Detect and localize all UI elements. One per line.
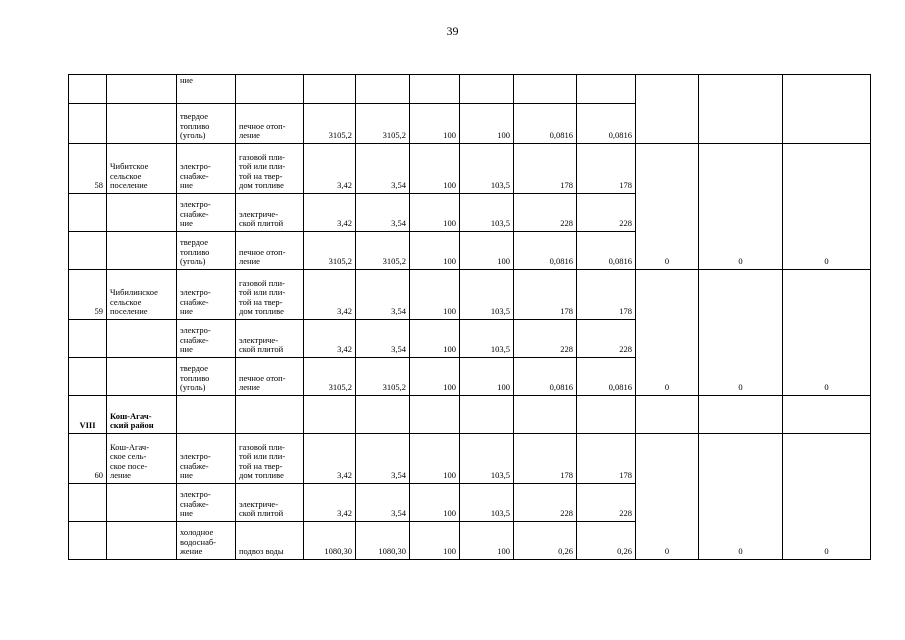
row-number: [69, 104, 107, 144]
resource-cell: электро- снабже- ние: [177, 320, 236, 358]
volume-cell-2: 3,54: [356, 270, 410, 320]
tariff-cell-1: 0,26: [514, 522, 577, 560]
settlement-cell: Чибилинское сельское поселение: [107, 270, 177, 320]
district-name: Кош-Агач- ский район: [107, 396, 177, 434]
tariff-cell-2: 228: [577, 320, 636, 358]
tariff-cell-1: 0,0816: [514, 358, 577, 396]
method-cell: подвоз воды: [236, 522, 304, 560]
volume-cell-2: [356, 396, 410, 434]
percent-cell-2: 103,5: [460, 144, 514, 194]
volume-cell-2: 3,54: [356, 320, 410, 358]
volume-cell-1: 3,42: [304, 484, 356, 522]
group-cell-3: [783, 396, 871, 434]
percent-cell-2: [460, 75, 514, 104]
volume-cell-2: 1080,30: [356, 522, 410, 560]
volume-cell-2: 3105,2: [356, 358, 410, 396]
tariff-cell-1: 178: [514, 434, 577, 484]
percent-cell-1: 100: [410, 358, 460, 396]
volume-cell-1: 3,42: [304, 320, 356, 358]
row-number: [69, 358, 107, 396]
row-number: [69, 194, 107, 232]
tariff-cell-1: 228: [514, 194, 577, 232]
resource-cell: ние: [177, 75, 236, 104]
percent-cell-2: 100: [460, 358, 514, 396]
percent-cell-2: 103,5: [460, 320, 514, 358]
percent-cell-1: [410, 75, 460, 104]
tariff-cell-1: [514, 75, 577, 104]
resource-cell: электро- снабже- ние: [177, 144, 236, 194]
tariff-cell-2: 228: [577, 194, 636, 232]
tariff-cell-1: 178: [514, 144, 577, 194]
method-cell: электриче- ской плитой: [236, 484, 304, 522]
tariff-cell-2: [577, 396, 636, 434]
row-number: [69, 522, 107, 560]
volume-cell-1: 3,42: [304, 194, 356, 232]
volume-cell-2: 3105,2: [356, 104, 410, 144]
section-number: VIII: [69, 396, 107, 434]
group-cell-3: 0: [783, 434, 871, 560]
percent-cell-1: [410, 396, 460, 434]
tariff-cell-1: 228: [514, 484, 577, 522]
tariff-cell-2: 178: [577, 270, 636, 320]
volume-cell-1: 3,42: [304, 144, 356, 194]
percent-cell-2: 103,5: [460, 434, 514, 484]
tariff-cell-1: 228: [514, 320, 577, 358]
percent-cell-1: 100: [410, 270, 460, 320]
percent-cell-1: 100: [410, 232, 460, 270]
group-cell-2: [699, 396, 783, 434]
settlement-cell: [107, 484, 177, 522]
percent-cell-1: 100: [410, 144, 460, 194]
group-cell-2: 0: [699, 434, 783, 560]
method-cell: печное отоп- ление: [236, 104, 304, 144]
volume-cell-2: 3,54: [356, 144, 410, 194]
row-number: 59: [69, 270, 107, 320]
resource-cell: холодное водоснаб- жение: [177, 522, 236, 560]
percent-cell-2: 100: [460, 104, 514, 144]
settlement-cell: [107, 232, 177, 270]
tariff-cell-2: [577, 75, 636, 104]
group-cell-1: [636, 75, 699, 144]
tariff-cell-2: 178: [577, 434, 636, 484]
settlement-cell: [107, 358, 177, 396]
volume-cell-2: [356, 75, 410, 104]
method-cell: газовой пли- той или пли- той на твер- дом топливе: [236, 144, 304, 194]
resource-cell: твердое топливо (уголь): [177, 104, 236, 144]
method-cell: печное отоп- ление: [236, 232, 304, 270]
tariff-cell-2: 0,0816: [577, 358, 636, 396]
method-cell: электриче- ской плитой: [236, 194, 304, 232]
volume-cell-2: 3105,2: [356, 232, 410, 270]
group-cell-2: [699, 75, 783, 144]
settlement-cell: [107, 75, 177, 104]
resource-cell: [177, 396, 236, 434]
settlement-cell: [107, 104, 177, 144]
resource-cell: твердое топливо (уголь): [177, 358, 236, 396]
group-cell-1: 0: [636, 270, 699, 396]
percent-cell-2: [460, 396, 514, 434]
volume-cell-1: [304, 75, 356, 104]
group-cell-3: 0: [783, 144, 871, 270]
settlement-cell: [107, 320, 177, 358]
percent-cell-1: 100: [410, 104, 460, 144]
row-number: [69, 232, 107, 270]
group-cell-3: 0: [783, 270, 871, 396]
row-number: [69, 75, 107, 104]
percent-cell-1: 100: [410, 320, 460, 358]
volume-cell-2: 3,54: [356, 434, 410, 484]
percent-cell-2: 103,5: [460, 194, 514, 232]
table-row: [69, 396, 871, 434]
table-row: [69, 144, 871, 194]
resource-cell: электро- снабже- ние: [177, 434, 236, 484]
settlement-cell: Чибитское сельское поселение: [107, 144, 177, 194]
tariff-cell-1: 178: [514, 270, 577, 320]
settlement-cell: [107, 194, 177, 232]
volume-cell-2: 3,54: [356, 484, 410, 522]
tariff-cell-1: 0,0816: [514, 104, 577, 144]
tariff-cell-2: 0,0816: [577, 232, 636, 270]
group-cell-2: 0: [699, 144, 783, 270]
method-cell: печное отоп- ление: [236, 358, 304, 396]
group-cell-1: 0: [636, 434, 699, 560]
percent-cell-1: 100: [410, 194, 460, 232]
volume-cell-1: [304, 396, 356, 434]
settlement-cell: [107, 522, 177, 560]
tariff-cell-1: [514, 396, 577, 434]
percent-cell-1: 100: [410, 434, 460, 484]
percent-cell-1: 100: [410, 522, 460, 560]
resource-cell: электро- снабже- ние: [177, 484, 236, 522]
table-row: [69, 434, 871, 484]
tariff-cell-2: 178: [577, 144, 636, 194]
tariff-table: [68, 74, 871, 560]
volume-cell-1: 1080,30: [304, 522, 356, 560]
volume-cell-1: 3105,2: [304, 358, 356, 396]
volume-cell-1: 3,42: [304, 434, 356, 484]
volume-cell-1: 3,42: [304, 270, 356, 320]
group-cell-2: 0: [699, 270, 783, 396]
settlement-cell: Кош-Агач- ское сель- ское посе- ление: [107, 434, 177, 484]
tariff-cell-1: 0,0816: [514, 232, 577, 270]
volume-cell-1: 3105,2: [304, 232, 356, 270]
group-cell-1: [636, 396, 699, 434]
resource-cell: твердое топливо (уголь): [177, 232, 236, 270]
volume-cell-1: 3105,2: [304, 104, 356, 144]
row-number: 60: [69, 434, 107, 484]
tariff-cell-2: 0,26: [577, 522, 636, 560]
table-row: [69, 270, 871, 320]
percent-cell-2: 100: [460, 232, 514, 270]
group-cell-1: 0: [636, 144, 699, 270]
method-cell: газовой пли- той или пли- той на твер- дом топливе: [236, 434, 304, 484]
page-number: 39: [446, 24, 459, 38]
row-number: [69, 484, 107, 522]
percent-cell-2: 103,5: [460, 270, 514, 320]
method-cell: электриче- ской плитой: [236, 320, 304, 358]
tariff-cell-2: 0,0816: [577, 104, 636, 144]
percent-cell-2: 103,5: [460, 484, 514, 522]
resource-cell: электро- снабже- ние: [177, 194, 236, 232]
method-cell: газовой пли- той или пли- той на твер- дом топливе: [236, 270, 304, 320]
volume-cell-2: 3,54: [356, 194, 410, 232]
tariff-cell-2: 228: [577, 484, 636, 522]
percent-cell-1: 100: [410, 484, 460, 522]
resource-cell: электро- снабже- ние: [177, 270, 236, 320]
method-cell: [236, 75, 304, 104]
percent-cell-2: 100: [460, 522, 514, 560]
method-cell: [236, 396, 304, 434]
table-row: [69, 75, 871, 104]
row-number: 58: [69, 144, 107, 194]
row-number: [69, 320, 107, 358]
group-cell-3: [783, 75, 871, 144]
